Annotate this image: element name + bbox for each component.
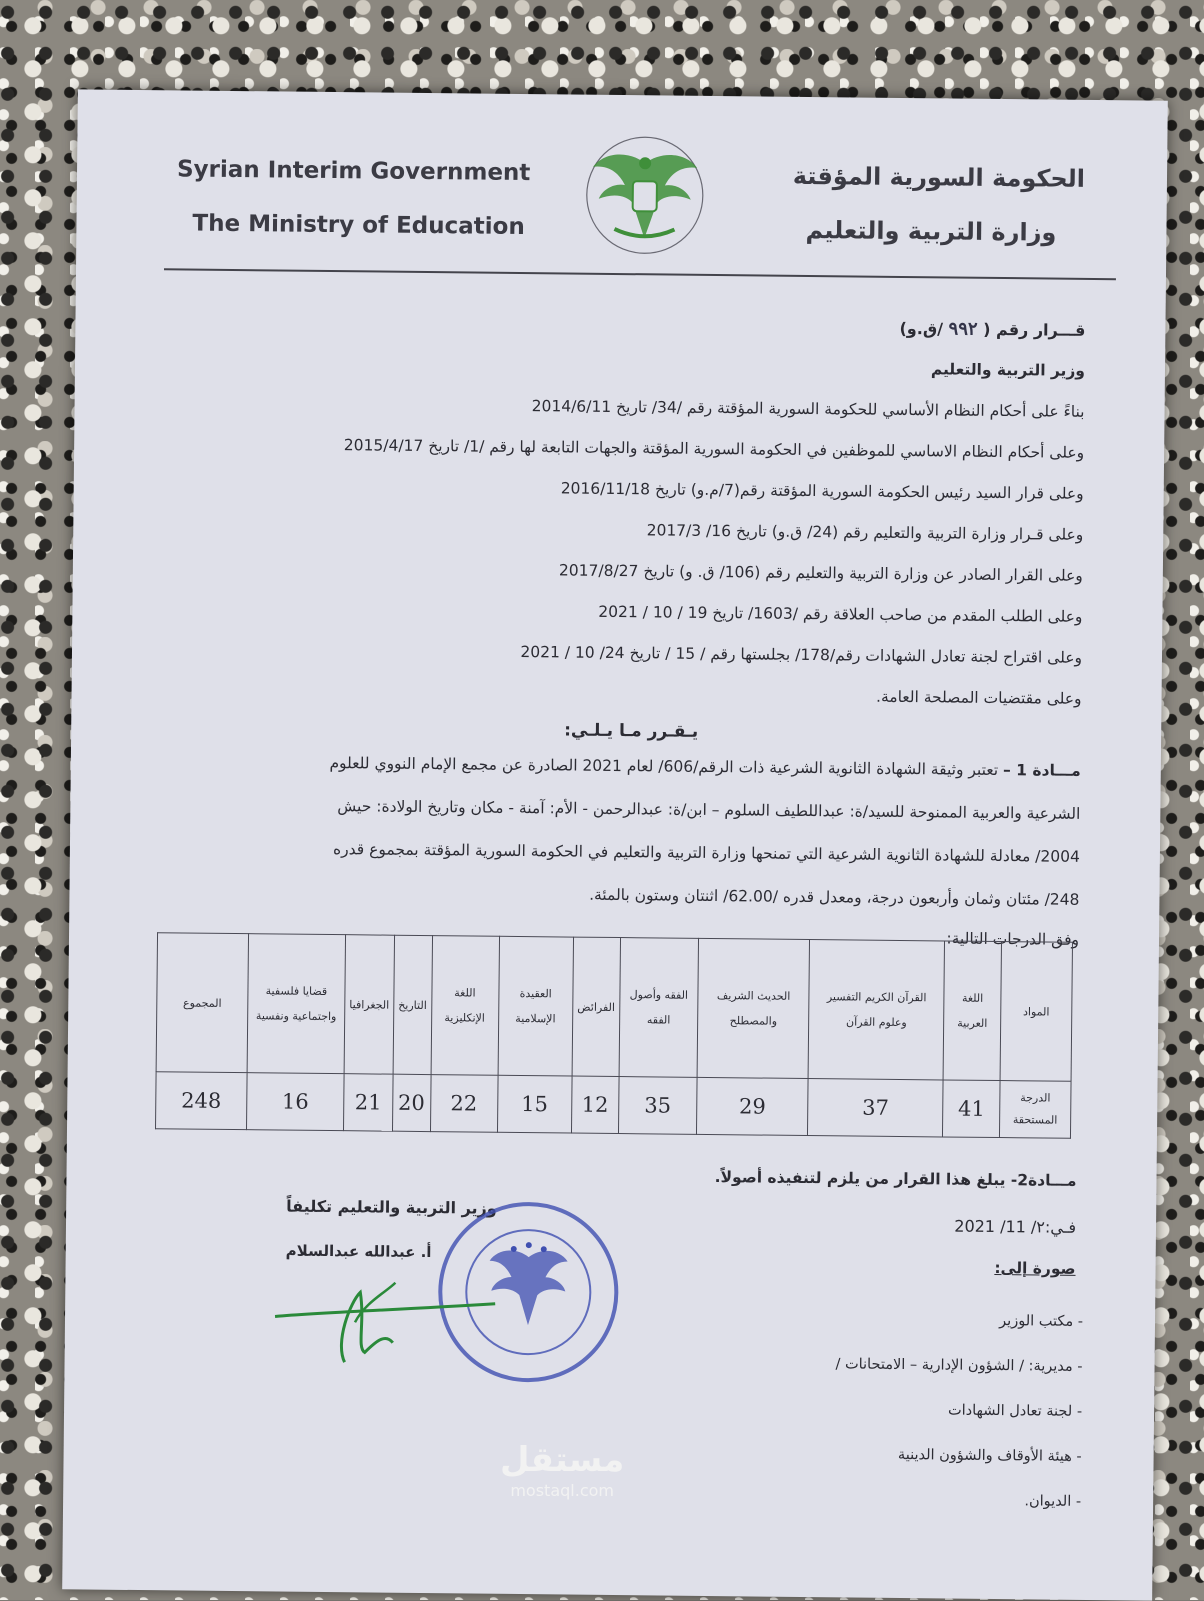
ministry-name-en: The Ministry of Education <box>192 210 525 241</box>
decides-heading: يـقـرر مـا يـلـي: <box>564 720 699 742</box>
watermark-url: mostaql.com <box>510 1481 614 1500</box>
table-row <box>156 1072 1072 1139</box>
preamble-line: وعلى قـرار وزارة التربية والتعليم رقم (24/ ق.و) تاريخ 16/ 2017/3 <box>646 521 1084 544</box>
table-header-cell: الفقه وأصول الفقه <box>619 938 699 1078</box>
header-arabic <box>792 149 1085 260</box>
list-item: - مديرية: / الشؤون الإدارية – الامتحانات / <box>662 1341 1082 1390</box>
decision-title: قـــرار رقم ( <box>983 319 1086 340</box>
ministry-name-ar: وزارة التربية والتعليم <box>805 215 1057 247</box>
list-item: - مكتب الوزير <box>663 1296 1083 1345</box>
table-header-cell: الحديث الشريف والمصطلح <box>697 938 809 1078</box>
preamble-line: وعلى الطلب المقدم من صاحب العلاقة رقم /1603/ تاريخ 19 / 10 / 2021 <box>598 602 1083 626</box>
grade-cell: 22 <box>430 1075 498 1133</box>
header-english <box>176 142 530 254</box>
signature-icon <box>264 1261 505 1384</box>
grade-cell: 35 <box>618 1077 697 1135</box>
table-header-cell: القرآن الكريم التفسير وعلوم القرآن <box>808 940 945 1080</box>
copy-to-list <box>661 1296 1083 1525</box>
decision-date: فـي:٢/ 11/ 2021 <box>954 1216 1077 1237</box>
copy-to-label: صورة إلى: <box>994 1258 1076 1278</box>
article-1-line: 2004/ معادلة للشهادة الثانوية الشرعية التي تمنحها وزارة التربية والتعليم في الحكومة السورية المؤقتة بمجموع قدره <box>332 840 1080 866</box>
signatory-title: وزير التربية والتعليم تكليفاً <box>286 1196 497 1218</box>
list-item: - هيئة الأوقاف والشؤون الدينية <box>661 1431 1081 1480</box>
document-paper <box>62 89 1168 1600</box>
table-header-cell: العقيدة الإسلامية <box>498 936 574 1076</box>
signatory-name: أ. عبدالله عبدالسلام <box>285 1241 432 1262</box>
grade-cell: 16 <box>246 1073 344 1131</box>
eagle-logo-icon <box>574 133 715 259</box>
gov-name-en: Syrian Interim Government <box>176 156 531 187</box>
table-row-label: الدرجة المستحقة <box>999 1081 1071 1139</box>
table-header-cell: الفرائض <box>572 937 620 1076</box>
preamble-line: وعلى القرار الصادر عن وزارة التربية والتعليم رقم (106/ ق. و) تاريخ 2017/8/27 <box>558 561 1083 585</box>
grades-intro: وفق الدرجات التالية: <box>946 929 1080 949</box>
grade-cell: 29 <box>697 1077 809 1135</box>
grade-cell: 15 <box>497 1075 572 1133</box>
preamble-line: بناءً على أحكام النظام الأساسي للحكومة السورية المؤقتة رقم /34/ تاريخ 2014/6/11 <box>531 397 1085 421</box>
header-divider <box>164 268 1116 280</box>
table-header-cell: اللغة الإنكليزية <box>431 936 499 1076</box>
grade-cell: 37 <box>808 1079 944 1137</box>
preamble-line: وعلى أحكام النظام الاساسي للموظفين في الحكومة السورية المؤقتة والجهات التابعة لها رقم /1/ تاريخ 2015/4/17 <box>343 436 1085 462</box>
grade-cell: 41 <box>943 1080 1000 1138</box>
table-header-cell: اللغة العربية <box>943 941 1001 1081</box>
article-2: مـــادة2- يبلغ هذا القرار من يلزم لتنفيذه أصولاً. <box>714 1168 1077 1190</box>
grades-table <box>155 932 1073 1139</box>
grade-cell: 21 <box>343 1074 393 1132</box>
article-1-label: مـــادة 1 – <box>1002 761 1081 780</box>
preamble-line: وعلى اقتراح لجنة تعادل الشهادات رقم/178/ بجلستها رقم / 15 / تاريخ 24/ 10 / 2021 <box>520 642 1083 667</box>
table-header-cell: قضايا فلسفية واجتماعية ونفسية <box>247 934 345 1074</box>
table-header-cell: الجغرافيا <box>344 935 394 1075</box>
decision-number-value: ٩٩٢ <box>948 318 978 340</box>
watermark-brand: مستقل <box>500 1440 625 1480</box>
table-header-cell: المجموع <box>156 933 248 1073</box>
table-header-cell: المواد <box>1000 942 1072 1082</box>
article-1-text: تعتبر وثيقة الشهادة الثانوية الشرعية ذات الرقم/606/ لعام 2021 الصادرة عن مجمع الإمام النووي للعلوم <box>329 754 999 780</box>
preamble-line: وعلى قرار السيد رئيس الحكومة السورية المؤقتة رقم(7/م.و) تاريخ 2016/11/18 <box>560 479 1084 503</box>
table-row <box>156 933 1072 1082</box>
list-item: - الديوان. <box>661 1476 1081 1525</box>
gov-name-ar: الحكومة السورية المؤقتة <box>792 161 1086 193</box>
grade-cell: 20 <box>392 1074 430 1131</box>
article-1-line: الشرعية والعربية الممنوحة للسيد/ة: عبداللطيف السلوم – ابن/ة: عبدالرحمن - الأم: آمنة - مكان وتاريخ الولادة: حيش <box>337 797 1081 823</box>
article-1-line: 248/ مئتان وثمان وأربعون درجة، ومعدل قدره /62.00/ اثنتان وستون بالمئة. <box>589 885 1080 909</box>
preamble-line: وزير التربية والتعليم <box>930 360 1086 380</box>
grade-cell: 12 <box>571 1076 618 1133</box>
decision-body <box>179 300 1086 957</box>
decision-suffix: /ق.و) <box>899 318 944 339</box>
list-item: - لجنة تعادل الشهادات <box>662 1386 1082 1435</box>
grade-total-cell: 248 <box>156 1072 248 1130</box>
watermark <box>500 1440 624 1502</box>
preamble-line: وعلى مقتضيات المصلحة العامة. <box>876 687 1082 708</box>
table-header-cell: التاريخ <box>393 935 432 1074</box>
